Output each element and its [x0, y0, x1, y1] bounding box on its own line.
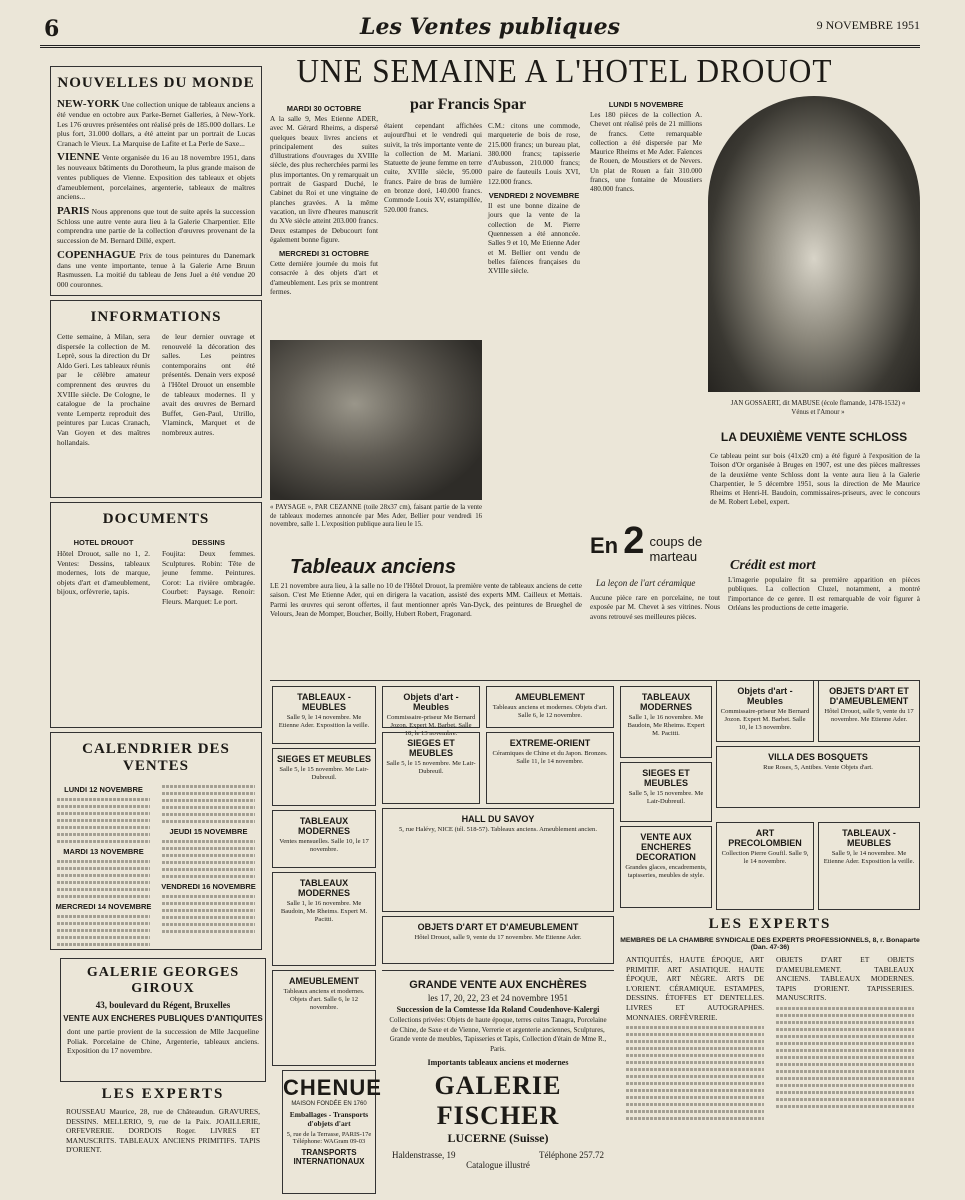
fischer-succession: Succession de la Comtesse Ida Roland Coudenhove-Kalergi [396, 1005, 600, 1014]
fischer-phone: Téléphone 257.72 [539, 1150, 604, 1161]
calendrier-box [50, 732, 262, 950]
mabuse-photo [708, 96, 920, 392]
informations-heading: INFORMATIONS [90, 309, 222, 325]
marteau-sub: La leçon de l'art céramique [596, 578, 696, 588]
nouvelles-items [51, 98, 261, 289]
nouvelles-item: NEW-YORK Une collection unique de tableaux anciens a été vendue en octobre aux Parke-Bernet Galleries, à New-York. Les 176 œuvres présentées ont réalisé près de 185.000 dollars. Le plus fort, 31.000 dollars, a été atteint par un portrait de Lucas Cranach le Vieux. La Marquise de Lafite et La Perle de Saxe... [57, 98, 256, 148]
nouvelles-item: VIENNE Vente organisée du 16 au 18 novembre 1951, dans les nouveaux bâtiments du Dorotheum, la plus grande maison de ventes publiques de Vienne. Exposition des tableaux et objets d'ameublement, porcelaines, argenterie, tableaux de maîtres anciens... [57, 151, 255, 202]
ad-box: OBJETS D'ART ET D'AMEUBLEMENT Hôtel Drouot, salle 9, vente du 17 novembre. Me Etienne Ader. [382, 916, 614, 964]
ad-box: EXTREME-ORIENT Céramiques de Chine et du Japon. Bronzes. Salle 11, le 14 novembre. [486, 732, 614, 804]
informations-right: de leur dernier ouvrage et renouvelé la décoration des salles. Les peintres contemporains ont été présentés. Denain vers exposé à l'Hôtel Drouot un ensemble de tableaux modernes. Il y avait des œuvres de Bernard Buffet, Gen-Paul, Utrillo, Vlaminck, Marquet et de nombreux autres. [162, 332, 255, 437]
credit-text: L'imagerie populaire fit sa première apparition en pièces publiques. La collection Cluzel, notamment, a montré l'importance de ce genre. Il est remarquable de voir figurer à Orléans les productions de cette imagerie. [728, 576, 920, 612]
calendrier-day: LUNDI 12 NOVEMBRE [64, 785, 143, 794]
giroux-ad [60, 958, 266, 1082]
documents-left-head: HOTEL DROUOT [73, 538, 134, 547]
ad-box: OBJETS D'ART ET D'AMEUBLEMENT Hôtel Drouot, salle 9, vente du 17 novembre. Me Etienne Ader. [818, 680, 920, 742]
marteau-heading: En 2 coups de marteau [590, 520, 703, 564]
masthead [40, 12, 920, 48]
fischer-title: GRANDE VENTE AUX ENCHÈRES [409, 979, 587, 991]
experts-right-col2: OBJETS D'ART ET OBJETS D'AMEUBLEMENT. TABLEAUX ANCIENS. TABLEAUX MODERNES. TAPIS D'ORIENT. TAPISSERIES. MANUSCRITS. [776, 955, 914, 1003]
chenue-title: CHENUE [283, 1075, 382, 1100]
fischer-gallery: GALERIE FISCHER [434, 1071, 562, 1131]
ad-box: SIEGES ET MEUBLES Salle 5, le 15 novembre. Me Lair-Dubreuil. [382, 732, 480, 804]
marteau-text: Aucune pièce rare en porcelaine, ne tout exposée par M. Chevet à ses vitrines. Nous avons retrouvé ses meilleures pièces. [590, 594, 720, 621]
mabuse-caption: JAN GOSSAERT, dit MABUSE (école flamande, 1478-1532) « Vénus et l'Amour » [730, 400, 906, 416]
credit-heading: Crédit est mort [730, 558, 816, 573]
ad-box: TABLEAUX MODERNES Salle 1, le 16 novembre. Me Baudoin, Me Rheims. Expert M. Pacitti. [620, 686, 712, 758]
nouvelles-item: COPENHAGUE Prix de tous peintures du Danemark dans une vente importante, tenue à la Galerie Arne Bruun Rasmussen. La moitié du tableau de Jens Juel a été vendue 20 000 couronnes. [57, 248, 256, 289]
experts-right-box [620, 916, 920, 1192]
paper-title: Les Ventes publiques [360, 14, 620, 40]
ad-box: SIEGES ET MEUBLES Salle 5, le 15 novembre. Me Lair-Dubreuil. [272, 748, 376, 806]
cezanne-photo [270, 340, 482, 500]
article-col-2: étaient cependant affichées aujourd'hui et le vendredi qui suivit, la très importante vente de la collection de M. Mariani. Statuette de jeune femme en terre cuite, XVIIIe siècle, 95.000 francs. Paire de bras de lumière en bronze doré, 140.000 francs. Commode Louis XV, estampillée, 520.000 francs. [384, 122, 482, 214]
documents-right: Foujita: Deux femmes. Sculptures. Robin: Tête de jeune femme. Peintures. Corot: La rivière ombragée. Courbet: Paysage. Renoir: Fleurs. Marquet: Le port. [162, 549, 255, 606]
ad-box: AMEUBLEMENT Tableaux anciens et modernes. Objets d'art. Salle 6, le 12 novembre. [272, 970, 376, 1066]
nouvelles-du-monde-box [50, 66, 262, 296]
article-col-3: C.M.: citons une commode, marqueterie de bois de rose, 215.000 francs; un bureau plat, 380.000 francs; tapisserie d'Aubusson, 210.000 francs; paire de fauteuils Louis XVI, 122.000 francs. VENDREDI 2 NOVEMBRE Il est une bonne dizaine de jours que la vente de la collection de M. Pierre Quennessen a été annoncée. Salles 9 et 10, Me Etienne Ader et M. Bellier ont vendu de belles faïences françaises du XVIIIe siècle. [488, 122, 580, 276]
tableaux-anciens-title: Tableaux anciens [290, 556, 456, 578]
fischer-address: Haldenstrasse, 19 [392, 1150, 456, 1161]
documents-box [50, 502, 262, 728]
issue-date: 9 NOVEMBRE 1951 [816, 18, 920, 32]
ad-box: TABLEAUX MODERNES Ventes mensuelles. Salle 10, le 17 novembre. [272, 810, 376, 868]
nouvelles-item: PARIS Nous apprenons que tout de suite après la succession Schloss une autre vente aura lieu à la Galerie Charpentier. Elle comprendra une partie de la collection d'œuvres provenant de la succession de M. Bernard Dillé, expert. [57, 204, 255, 245]
ad-box: VENTE AUX ENCHERES DECORATION Grandes glaces, encadrements, tapisseries, meubles de style. [620, 826, 712, 908]
fischer-important: Importants tableaux anciens et modernes [427, 1058, 569, 1068]
ad-box-savoy: HALL DU SAVOY 5, rue Halévy, NICE (tél. 518-57). Tableaux anciens. Ameublement ancien. [382, 808, 614, 912]
giroux-title: GALERIE GEORGES GIROUX [86, 965, 240, 996]
calendrier-heading: CALENDRIER DES VENTES [82, 741, 230, 774]
documents-heading: DOCUMENTS [102, 511, 210, 527]
giroux-address: 43, boulevard du Régent, Bruxelles [95, 1000, 231, 1010]
experts-left-heading: LES EXPERTS [101, 1086, 225, 1102]
article-title: UNE SEMAINE A L'HOTEL DROUOT [296, 53, 833, 90]
informations-left: Cette semaine, à Milan, sera dispersée la collection de M. Leprè, sous la direction du Dr Aldo Geri. Les tableaux réunis par le célèbre amateur comprennent des œuvres du XVIIIe siècle. De Cologne, le catalogue de la prochaine vente Lempertz reproduit des peintures par Lucas Cranach, Van Goyen et des maîtres hollandais. [57, 332, 150, 447]
fischer-text: Collections privées: Objets de haute époque, terres cuites Tanagra, Porcelaine de Chine, de Saxe et de Vienne, Verrerie et argenterie anciennes, Sculptures, Grande vente de meubles, Tapisseries et Tapis, Collection d'étain de Mme R., Paris. [389, 1016, 607, 1053]
cezanne-caption: « PAYSAGE », PAR CEZANNE (toile 28x37 cm), faisant partie de la vente de tableaux modernes annoncée par Mes Ader, Bellier pour vendredi 16 novembre, salle 1. L'exposition publique aura lieu le 15. [270, 504, 482, 529]
experts-left-box [60, 1086, 266, 1194]
calendrier-day: JEUDI 15 NOVEMBRE [169, 827, 248, 836]
ad-box: Objets d'art - Meubles Commissaire-priseur Me Bernard Jozon. Expert M. Barbet. Salle 10, le 13 novembre. [716, 680, 814, 742]
giroux-text: dont une partie provient de la succession de Mlle Jacqueline Poliak. Porcelaine de Chine, Argenterie, tableaux anciens. Exposition du 17 novembre. [67, 1027, 259, 1056]
ad-box: ART PRECOLOMBIEN Collection Pierre Goufil. Salle 9, le 14 novembre. [716, 822, 814, 910]
informations-box [50, 300, 262, 498]
calendrier-day: VENDREDI 16 NOVEMBRE [161, 882, 256, 891]
fischer-dates: les 17, 20, 22, 23 et 24 novembre 1951 [427, 993, 569, 1003]
experts-right-heading: LES EXPERTS [708, 916, 832, 932]
ad-box: Objets d'art - Meubles Commissaire-priseur Me Bernard Jozon. Expert M. Barbet. Salle 10, le 13 novembre. [382, 686, 480, 728]
article-col-4: LUNDI 5 NOVEMBRE Les 180 pièces de la collection A. Chevet ont réalisé près de 21 millions de francs. Cette remarquable collection a été dispersée par Me Maurice Rheims et Me Ader. Faïences de Rouen, de Moustiers et de Nevers. Un plat de Rouen a fait 310.000 francs, une fontaine de Moustiers 480.000 francs. [590, 100, 702, 194]
giroux-sub: VENTE AUX ENCHERES PUBLIQUES D'ANTIQUITES [63, 1014, 263, 1023]
experts-left-text: ROUSSEAU Maurice, 28, rue de Châteaudun. GRAVURES, DESSINS. MELLERIO, 9, rue de la Paix. JOAILLERIE, ORFEVRERIE. DORDOIS Roger. LIVRES ET MANUSCRITS. TABLEAUX ANCIENS PRIMITIFS. TAPIS D'ORIENT. [66, 1107, 260, 1155]
ad-box: SIEGES ET MEUBLES Salle 5, le 15 novembre. Me Lair-Dubreuil. [620, 762, 712, 822]
calendrier-day: MARDI 13 NOVEMBRE [63, 847, 144, 856]
fischer-city: LUCERNE (Suisse) [447, 1131, 549, 1146]
experts-right-sub: MEMBRES DE LA CHAMBRE SYNDICALE DES EXPERTS PROFESSIONNELS, 8, r. Bonaparte (Dan. 47-36) [620, 937, 920, 951]
fischer-ad [382, 970, 614, 1192]
documents-right-head: DESSINS [192, 538, 225, 547]
ad-box: TABLEAUX - MEUBLES Salle 9, le 14 novembre. Me Etienne Ader. Exposition la veille. [272, 686, 376, 744]
page-number: 6 [44, 16, 60, 42]
ad-box: AMEUBLEMENT Tableaux anciens et modernes. Objets d'art. Salle 6, le 12 novembre. [486, 686, 614, 728]
schloss-heading: LA DEUXIÈME VENTE SCHLOSS [720, 430, 908, 444]
calendrier-day: MERCREDI 14 NOVEMBRE [55, 902, 152, 911]
documents-left: Hôtel Drouot, salle no 1, 2. Ventes: Dessins, tableaux modernes, lots de marque, objets d'art et d'ameublement, bijoux, orfèvrerie, tapis. [57, 549, 150, 597]
tableaux-anciens-text: LE 21 novembre aura lieu, à la salle no 10 de l'Hôtel Drouot, la première vente de tableaux anciens de cette saison. C'est Me Etienne Ader, qui en dirigera la vacation, assisté des experts MM. Cailleux et Mettais. Parmi les œuvres qui seront offertes, il faut mentionner après Van-Dyck, des peintures de Brueghel de Velours, Jean de Momper, Boucher, Boilly, Hubert Robert, Fragonard. [270, 582, 582, 618]
schloss-text: Ce tableau peint sur bois (41x20 cm) a été figuré à l'exposition de la Toison d'Or organisée à Bruges en 1907, est une des pièces maîtresses de la deuxième vente Schloss dont la vente aura lieu à la Galerie Charpentier, le 5 décembre 1951, sous la direction de Me Maurice Rheims et Henri-H. Baudoin, commissaires-priseurs, avec le concours de M. Robert Lebel, expert. [710, 452, 920, 507]
ad-box: TABLEAUX - MEUBLES Salle 9, le 14 novembre. Me Etienne Ader. Exposition la veille. [818, 822, 920, 910]
chenue-ad: CHENUE MAISON FONDÉE EN 1760 Emballages - Transports d'objets d'art 5, rue de la Terrasse, PARIS-17e Téléphone: WAGram 09-03 TRANSPORTS INTERNATIONAUX [282, 1070, 376, 1194]
nouvelles-heading: NOUVELLES DU MONDE [57, 75, 255, 91]
ad-box: VILLA DES BOSQUETS Rue Roses, 5, Antibes. Vente Objets d'art. [716, 746, 920, 808]
fischer-catalogue: Catalogue illustré [466, 1160, 530, 1171]
article-col-1: MARDI 30 OCTOBRE A la salle 9, Mes Etienne ADER, avec M. Gérard Rheims, a dispersé quelques beaux livres anciens et principalement des suites d'illustrations d'ouvrages du XVIIIe siècle, des plus recherchées parmi les plus importantes. On y remarquait un portrait de Gaspard Duché, le Cabinet du Roi et une vingtaine de planches gravées. A la même vacation, un livre d'heures manuscrit du XVe siècle atteint 203.000 francs. Deux estampes de Debucourt font également bonne figure. MERCREDI 31 OCTOBRE Cette dernière journée du mois fut consacrée à des objets d'art et d'ameublement. Les prix se montrent fermes. [270, 104, 378, 297]
article-byline: par Francis Spar [410, 96, 527, 113]
experts-right-col1: ANTIQUITÉS, HAUTE ÉPOQUE, ART PRIMITIF. ART ASIATIQUE. HAUTE ÉPOQUE, ART NÈGRE. ARTS DE L'ORIENT. CÉRAMIQUE. ESTAMPES, DESSINS. ÉTOFFES ET DENTELLES. LIVRES ET AUTOGRAPHES. MONNAIES. ORFÈVRERIE. [626, 955, 764, 1022]
ad-box: TABLEAUX MODERNES Salle 1, le 16 novembre. Me Baudoin, Me Rheims. Expert M. Pacitti. [272, 872, 376, 966]
